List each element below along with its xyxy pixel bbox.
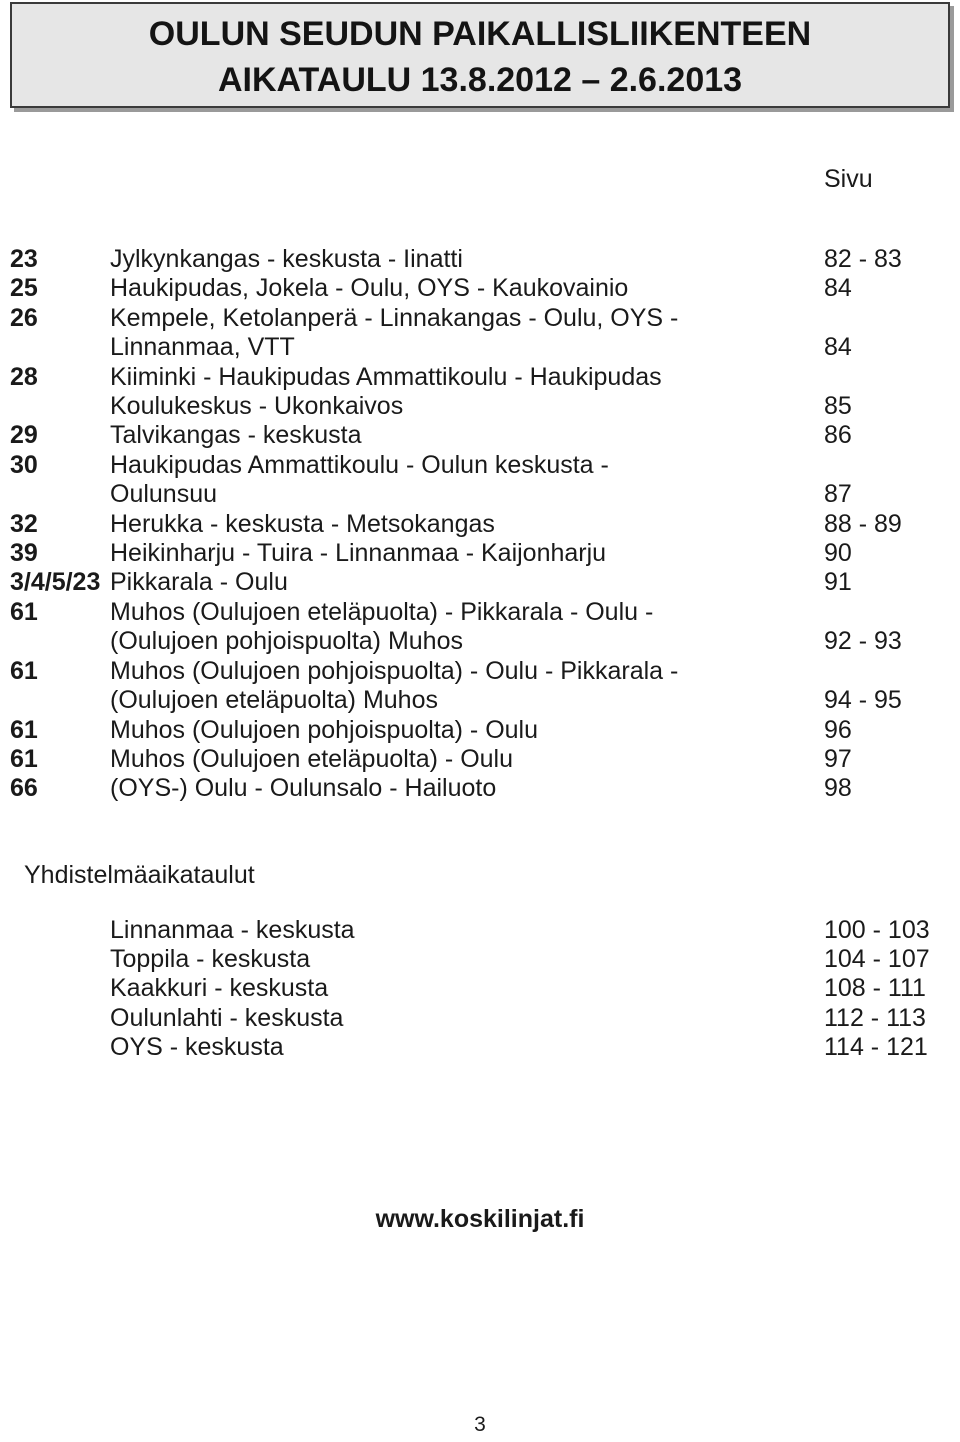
route-description-line: Pikkarala - Oulu (110, 568, 288, 597)
route-description-line: (Oulujoen eteläpuolta) Muhos (110, 686, 438, 715)
route-description-line: Talvikangas - keskusta (110, 421, 362, 450)
combined-schedules-list (110, 916, 950, 1062)
route-row (10, 245, 950, 274)
route-row (10, 774, 950, 803)
route-page-reference: 98 (824, 774, 852, 803)
route-description-line: Muhos (Oulujoen pohjoispuolta) - Oulu (110, 715, 539, 744)
route-description (110, 274, 810, 303)
route-description (110, 716, 810, 745)
route-page-reference: 82 - 83 (824, 245, 902, 273)
route-description-line: Heikinharju - Tuira - Linnanmaa - Kaijonharju (110, 539, 607, 568)
route-number: 39 (10, 539, 38, 568)
route-description-line: Muhos (Oulujoen eteläpuolta) - Oulu (110, 744, 514, 773)
route-description-line: Linnanmaa, VTT (110, 333, 295, 362)
combined-schedule-name: Linnanmaa - keskusta (110, 916, 355, 944)
route-row (10, 657, 950, 716)
route-description-line: Jylkynkangas - keskusta - Iinatti (110, 245, 463, 273)
route-description (110, 745, 810, 774)
route-description (110, 451, 810, 510)
route-description-line: Koulukeskus - Ukonkaivos (110, 392, 404, 421)
route-description-line: Haukipudas Ammattikoulu - Oulun keskusta - (110, 450, 609, 479)
combined-schedule-pages: 114 - 121 (824, 1032, 928, 1061)
document-title-line1: OULUN SEUDUN PAIKALLISLIIKENTEEN (148, 15, 812, 53)
route-page-reference: 94 - 95 (824, 686, 902, 715)
route-page-reference: 90 (824, 539, 852, 568)
route-row (10, 716, 950, 745)
route-number: 25 (10, 274, 38, 303)
route-number: 3/4/5/23 (10, 568, 101, 597)
route-number: 26 (10, 303, 38, 332)
route-row (10, 510, 950, 539)
route-row (10, 451, 950, 510)
route-row (10, 304, 950, 363)
route-page-reference: 85 (824, 392, 852, 421)
combined-schedule-pages: 108 - 111 (824, 974, 926, 1003)
combined-schedule-row (110, 974, 950, 1003)
route-description-line: (OYS-) Oulu - Oulunsalo - Hailuoto (110, 774, 497, 803)
combined-schedule-name: Kaakkuri - keskusta (110, 974, 329, 1003)
route-row (10, 539, 950, 568)
combined-schedule-row (110, 945, 950, 974)
title-box (10, 2, 950, 108)
route-description (110, 245, 810, 274)
route-description-line: Muhos (Oulujoen pohjoispuolta) - Oulu - Pikkarala - (110, 656, 679, 685)
route-row (10, 568, 950, 597)
route-page-reference: 96 (824, 715, 852, 744)
route-description-line: Kiiminki - Haukipudas Ammattikoulu - Haukipudas (110, 362, 662, 391)
route-page-reference: 88 - 89 (824, 509, 902, 538)
route-number: 23 (10, 245, 38, 273)
route-description-line: Herukka - keskusta - Metsokangas (110, 509, 495, 538)
route-number: 32 (10, 509, 38, 538)
route-description-line: Oulunsuu (110, 480, 218, 509)
route-page-reference: 84 (824, 274, 852, 303)
route-description-line: (Oulujoen pohjoispuolta) Muhos (110, 627, 463, 656)
route-description-line: Kempele, Ketolanperä - Linnakangas - Oulu, OYS - (110, 303, 679, 332)
route-number: 61 (10, 656, 38, 685)
route-page-reference: 87 (824, 480, 852, 509)
route-description (110, 657, 810, 716)
document-title-line2: AIKATAULU 13.8.2012 – 2.6.2013 (217, 61, 743, 99)
route-row (10, 745, 950, 774)
route-number: 29 (10, 421, 38, 450)
route-description (110, 363, 810, 422)
combined-schedule-row (110, 1033, 950, 1062)
route-number: 61 (10, 715, 38, 744)
route-row (10, 274, 950, 303)
route-description (110, 304, 810, 363)
combined-schedule-name: Oulunlahti - keskusta (110, 1003, 344, 1032)
route-page-reference: 97 (824, 744, 852, 773)
route-row (10, 363, 950, 422)
route-description-line: Haukipudas, Jokela - Oulu, OYS - Kaukovainio (110, 274, 629, 303)
route-row (10, 598, 950, 657)
page-column-label: Sivu (824, 165, 873, 193)
route-description (110, 568, 810, 597)
route-page-reference: 92 - 93 (824, 627, 902, 656)
combined-schedules-heading: Yhdistelmäaikataulut (24, 861, 255, 889)
route-description (110, 539, 810, 568)
route-description (110, 421, 810, 450)
combined-schedule-row (110, 916, 950, 945)
route-row (10, 421, 950, 450)
combined-schedule-pages: 112 - 113 (824, 1003, 926, 1032)
route-description (110, 510, 810, 539)
website-link[interactable]: www.koskilinjat.fi (375, 1205, 585, 1233)
route-description-line: Muhos (Oulujoen eteläpuolta) - Pikkarala - Oulu - (110, 597, 654, 626)
route-number: 30 (10, 450, 38, 479)
route-page-reference: 84 (824, 333, 852, 362)
combined-schedule-pages: 100 - 103 (824, 916, 930, 944)
combined-schedule-pages: 104 - 107 (824, 945, 930, 974)
route-page-reference: 91 (824, 568, 852, 597)
combined-schedule-name: OYS - keskusta (110, 1032, 284, 1061)
route-description (110, 598, 810, 657)
route-description (110, 774, 810, 803)
route-number: 61 (10, 744, 38, 773)
combined-schedule-name: Toppila - keskusta (110, 945, 311, 974)
route-number: 28 (10, 362, 38, 391)
route-list (10, 245, 950, 804)
page-number: 3 (474, 1413, 486, 1436)
combined-schedule-row (110, 1004, 950, 1033)
route-number: 61 (10, 597, 38, 626)
route-page-reference: 86 (824, 421, 852, 450)
route-number: 66 (10, 774, 38, 803)
